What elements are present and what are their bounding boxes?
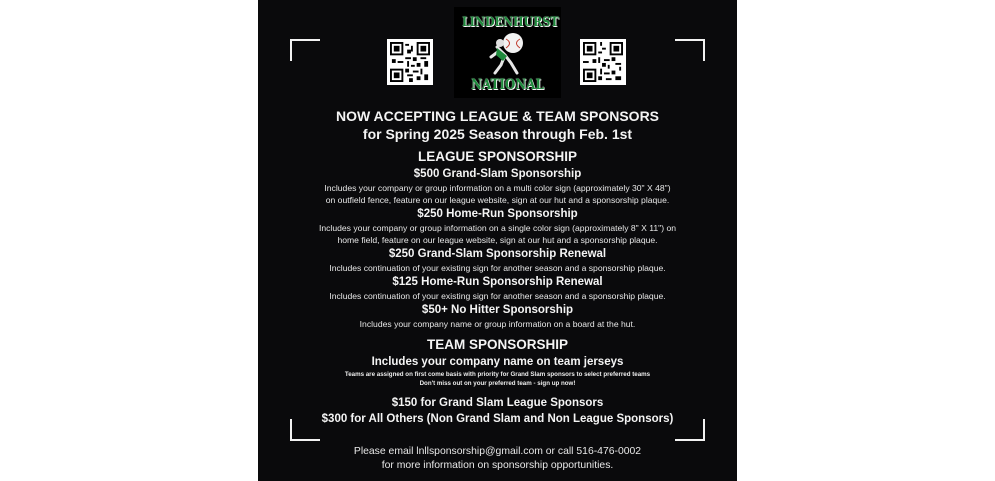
tier-name: $250 Grand-Slam Sponsorship Renewal bbox=[388, 248, 607, 260]
tier-name: $125 Home-Run Sponsorship Renewal bbox=[392, 276, 603, 288]
team-note: Don't miss out on your preferred team - sign up now! bbox=[419, 380, 576, 387]
team-note: Teams are assigned on first come basis with priority for Grand Slam sponsors to select preferred teams bbox=[344, 371, 651, 378]
tier-name: $500 Grand-Slam Sponsorship bbox=[413, 168, 582, 180]
tier-description: home field, feature on our league website, sign at our hut and a sponsorship plaque. bbox=[337, 235, 658, 245]
logo-line-1: LINDENHURST bbox=[462, 15, 559, 30]
team-sponsorship-title: TEAM SPONSORSHIP bbox=[426, 337, 569, 352]
qr-code-left[interactable] bbox=[387, 39, 433, 85]
team-price: $300 for All Others (Non Grand Slam and Non League Sponsors) bbox=[321, 413, 674, 425]
headline-line-1: NOW ACCEPTING LEAGUE & TEAM SPONSORS bbox=[335, 108, 660, 124]
league-logo bbox=[454, 7, 561, 98]
tier-description: Includes your company or group information on a multi color sign (approximately 30" X 48") bbox=[324, 183, 671, 193]
tier-description: Includes continuation of your existing sign for another season and a sponsorship plaque. bbox=[329, 291, 666, 301]
tier-name: $50+ No Hitter Sponsorship bbox=[421, 304, 574, 316]
logo-line-2: NATIONAL bbox=[471, 77, 544, 93]
team-price: $150 for Grand Slam League Sponsors bbox=[391, 397, 604, 409]
league-sponsorship-title: LEAGUE SPONSORSHIP bbox=[417, 149, 578, 164]
frame-corner-top-right bbox=[675, 39, 705, 61]
headline-line-2: for Spring 2025 Season through Feb. 1st bbox=[362, 126, 633, 142]
tier-description: Includes your company or group information on a single color sign (approximately 8" X 11") on bbox=[318, 223, 677, 233]
frame-corner-top-left bbox=[290, 39, 320, 61]
baseball-player-icon bbox=[487, 31, 529, 75]
qr-code-icon bbox=[583, 42, 623, 82]
contact-line: for more information on sponsorship opportunities. bbox=[381, 460, 614, 471]
sponsorship-flyer bbox=[258, 0, 737, 481]
tier-name: $250 Home-Run Sponsorship bbox=[417, 208, 578, 220]
qr-code-right[interactable] bbox=[580, 39, 626, 85]
tier-description: Includes your company name or group information on a board at the hut. bbox=[359, 319, 636, 329]
qr-code-icon bbox=[390, 42, 430, 82]
tier-description: Includes continuation of your existing sign for another season and a sponsorship plaque. bbox=[329, 263, 666, 273]
tier-description: on outfield fence, feature on our league website, sign at our hut and a sponsorship plaque. bbox=[325, 195, 670, 205]
team-sponsorship-subtitle: Includes your company name on team jerseys bbox=[371, 356, 624, 368]
contact-line: Please email lnllsponsorship@gmail.com or call 516-476-0002 bbox=[353, 446, 642, 457]
